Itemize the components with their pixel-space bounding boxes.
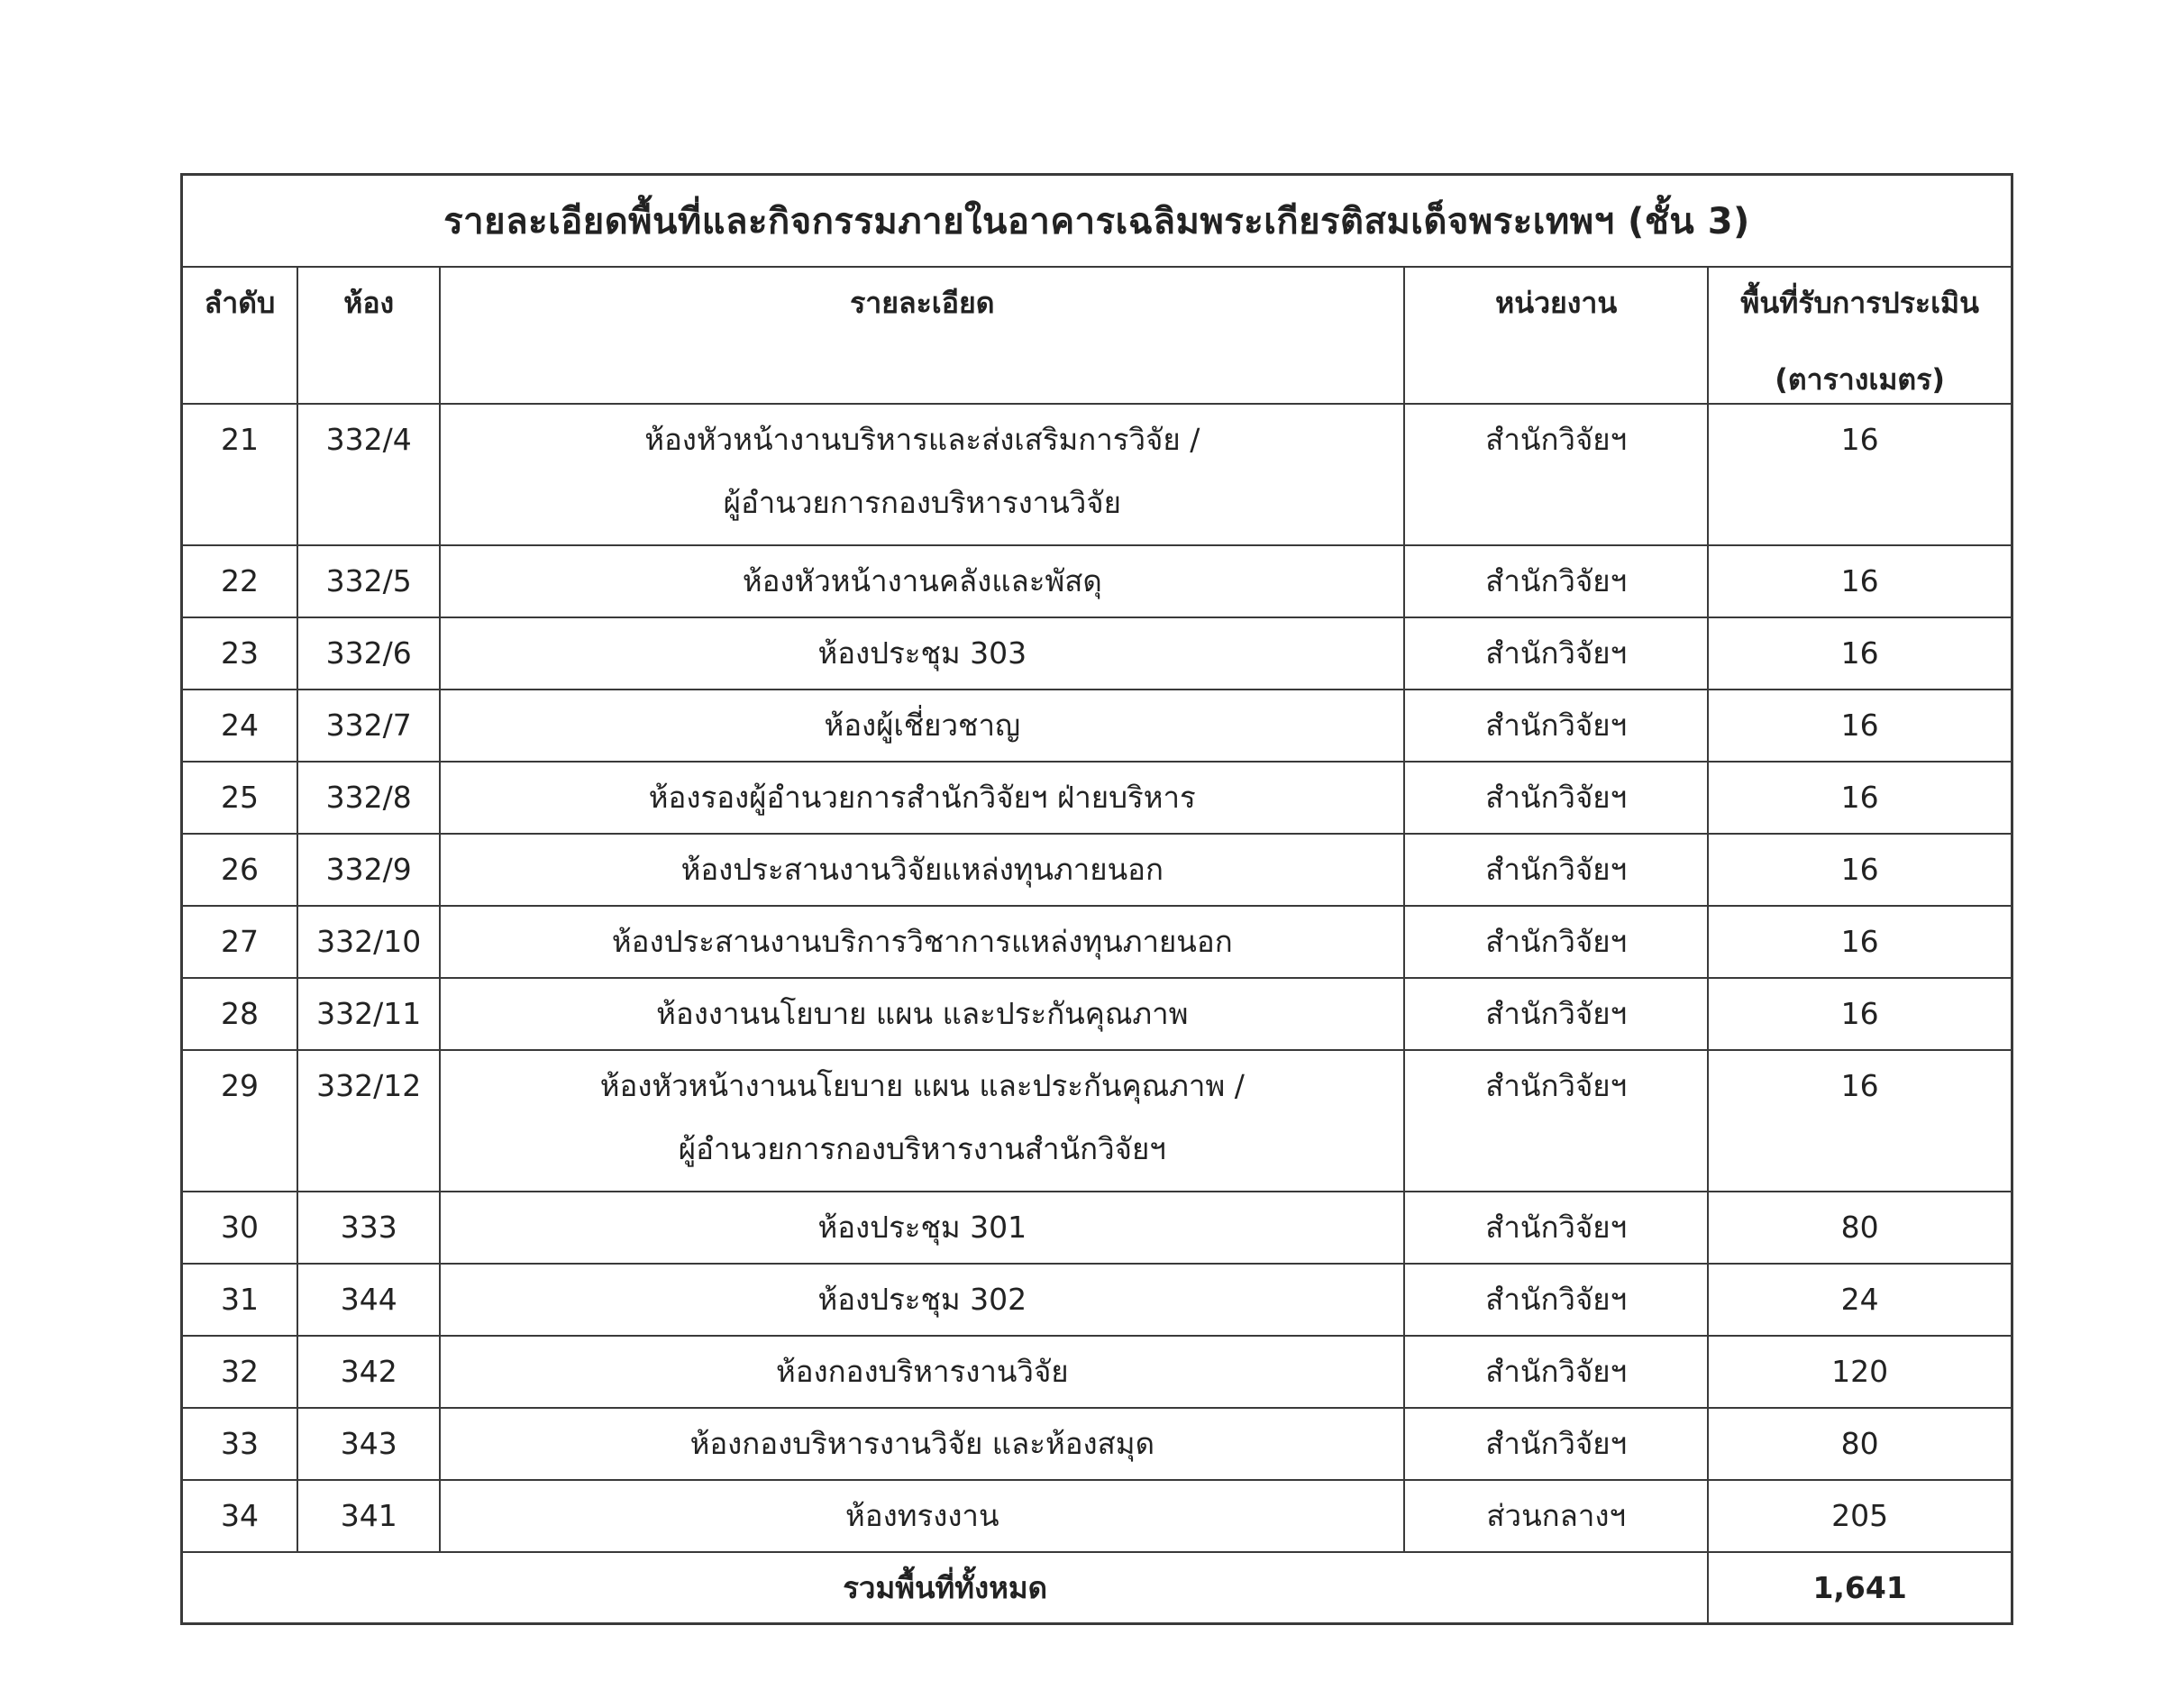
- row-detail: [440, 978, 1404, 1050]
- row-area-text: 120: [1831, 1354, 1889, 1389]
- row-number-text: 34: [220, 1498, 259, 1533]
- row-room: [297, 1264, 441, 1336]
- row-room-text: 333: [340, 1210, 397, 1245]
- table-row: [182, 762, 2012, 834]
- row-number: [182, 978, 297, 1050]
- row-detail: [440, 1264, 1404, 1336]
- row-number: [182, 1336, 297, 1408]
- row-unit-text: สำนักวิจัยฯ: [1485, 1426, 1628, 1461]
- row-area-text: 80: [1840, 1210, 1879, 1245]
- row-area-text: 16: [1840, 563, 1879, 598]
- header-detail: รายละเอียด: [440, 267, 1404, 404]
- row-area: [1708, 906, 2012, 978]
- row-number: [182, 690, 297, 762]
- row-room-text: 332/4: [325, 422, 412, 457]
- row-number-text: 27: [220, 924, 259, 959]
- row-room-text: 344: [340, 1282, 397, 1317]
- row-detail-text: ห้องหัวหน้างานนโยบาย แผน และประกันคุณภาพ /: [599, 1068, 1245, 1103]
- row-detail: [440, 906, 1404, 978]
- row-detail: [440, 834, 1404, 906]
- row-detail-text: ห้องหัวหน้างานคลังและพัสดุ: [742, 563, 1102, 598]
- row-room-text: 341: [340, 1498, 397, 1533]
- row-room: [297, 1050, 441, 1192]
- row-detail-text-line2: ผู้อำนวยการกองบริหารงานสำนักวิจัยฯ: [678, 1131, 1166, 1166]
- row-detail-text: ห้องประชุม 303: [817, 635, 1027, 671]
- header-room: ห้อง: [297, 267, 441, 404]
- row-number-text: 24: [220, 708, 259, 743]
- row-unit: [1404, 906, 1708, 978]
- row-detail-text: ห้องทรงงาน: [845, 1498, 999, 1533]
- row-area: [1708, 404, 2012, 545]
- row-number-text: 32: [220, 1354, 259, 1389]
- row-unit: [1404, 978, 1708, 1050]
- row-unit-text: สำนักวิจัยฯ: [1485, 1354, 1628, 1389]
- table-row: [182, 1264, 2012, 1336]
- row-number: [182, 1192, 297, 1264]
- row-area: [1708, 1480, 2012, 1552]
- row-room: [297, 834, 441, 906]
- total-row: [182, 1552, 2012, 1624]
- row-detail-text: ห้องประสานงานบริการวิชาการแหล่งทุนภายนอก: [611, 924, 1233, 959]
- table-row: [182, 404, 2012, 545]
- row-detail: [440, 404, 1404, 545]
- total-label: รวมพื้นที่ทั้งหมด: [182, 1552, 1709, 1624]
- row-number: [182, 762, 297, 834]
- row-unit-text: สำนักวิจัยฯ: [1485, 1210, 1628, 1245]
- document-sheet: [180, 173, 2013, 1625]
- row-area-text: 24: [1840, 1282, 1879, 1317]
- row-room-text: 343: [340, 1426, 397, 1461]
- row-room: [297, 978, 441, 1050]
- table-row: [182, 1050, 2012, 1192]
- row-number-text: 33: [220, 1426, 259, 1461]
- row-room: [297, 617, 441, 690]
- row-unit: [1404, 1264, 1708, 1336]
- row-area: [1708, 617, 2012, 690]
- row-detail: [440, 545, 1404, 617]
- row-room-text: 332/8: [325, 780, 412, 815]
- row-room: [297, 1336, 441, 1408]
- row-detail: [440, 762, 1404, 834]
- row-room: [297, 690, 441, 762]
- row-room-text: 332/7: [325, 708, 412, 743]
- row-room: [297, 545, 441, 617]
- row-detail: [440, 690, 1404, 762]
- row-number-text: 26: [220, 852, 259, 887]
- row-area-text: 16: [1840, 780, 1879, 815]
- row-number-text: 21: [220, 422, 259, 457]
- table-row: [182, 978, 2012, 1050]
- row-room: [297, 906, 441, 978]
- table-row: [182, 617, 2012, 690]
- row-unit: [1404, 834, 1708, 906]
- row-detail: [440, 1192, 1404, 1264]
- row-unit: [1404, 690, 1708, 762]
- row-unit: [1404, 762, 1708, 834]
- row-area-text: 16: [1840, 708, 1879, 743]
- row-room: [297, 1192, 441, 1264]
- row-room-text: 332/5: [325, 563, 412, 598]
- header-row: [182, 267, 2012, 404]
- row-unit-text: ส่วนกลางฯ: [1486, 1498, 1626, 1533]
- total-value: 1,641: [1708, 1552, 2012, 1624]
- row-unit: [1404, 617, 1708, 690]
- row-detail-text: ห้องประชุม 302: [817, 1282, 1027, 1317]
- header-area: พื้นที่รับการประเมิน (ตารางเมตร): [1708, 267, 2012, 404]
- row-number: [182, 906, 297, 978]
- row-area-text: 16: [1840, 852, 1879, 887]
- row-number-text: 28: [220, 996, 259, 1031]
- area-table: [180, 173, 2013, 1625]
- row-area-text: 16: [1840, 996, 1879, 1031]
- row-unit-text: สำนักวิจัยฯ: [1485, 1282, 1628, 1317]
- row-detail-text: ห้องกองบริหารงานวิจัย และห้องสมุด: [689, 1426, 1154, 1461]
- row-unit: [1404, 404, 1708, 545]
- row-detail-text: ห้องผู้เชี่ยวชาญ: [824, 708, 1021, 743]
- row-room-text: 332/12: [316, 1068, 422, 1103]
- row-room-text: 332/6: [325, 635, 412, 671]
- row-unit-text: สำนักวิจัยฯ: [1485, 635, 1628, 671]
- row-area: [1708, 1192, 2012, 1264]
- row-unit-text: สำนักวิจัยฯ: [1485, 996, 1628, 1031]
- header-no: ลำดับ: [182, 267, 297, 404]
- row-detail: [440, 1480, 1404, 1552]
- row-area-text: 16: [1840, 1068, 1879, 1103]
- row-area-text: 16: [1840, 422, 1879, 457]
- row-number: [182, 404, 297, 545]
- row-room-text: 342: [340, 1354, 397, 1389]
- table-row: [182, 690, 2012, 762]
- row-detail: [440, 1336, 1404, 1408]
- row-number: [182, 1264, 297, 1336]
- row-room-text: 332/9: [325, 852, 412, 887]
- row-number: [182, 1050, 297, 1192]
- row-unit-text: สำนักวิจัยฯ: [1485, 563, 1628, 598]
- row-detail-text: ห้องหัวหน้างานบริหารและส่งเสริมการวิจัย /: [644, 422, 1200, 457]
- row-unit: [1404, 545, 1708, 617]
- row-area-text: 16: [1840, 924, 1879, 959]
- row-area: [1708, 762, 2012, 834]
- row-unit-text: สำนักวิจัยฯ: [1485, 708, 1628, 743]
- row-unit: [1404, 1192, 1708, 1264]
- row-detail-text: ห้องรองผู้อำนวยการสำนักวิจัยฯ ฝ่ายบริหาร: [648, 780, 1196, 815]
- table-row: [182, 1336, 2012, 1408]
- row-area: [1708, 978, 2012, 1050]
- row-area: [1708, 545, 2012, 617]
- table-row: [182, 1408, 2012, 1480]
- table-row: [182, 906, 2012, 978]
- row-detail-text: ห้องกองบริหารงานวิจัย: [775, 1354, 1069, 1389]
- row-area: [1708, 1264, 2012, 1336]
- row-room: [297, 1480, 441, 1552]
- row-detail-text: ห้องประสานงานวิจัยแหล่งทุนภายนอก: [680, 852, 1164, 887]
- row-detail: [440, 617, 1404, 690]
- row-detail: [440, 1050, 1404, 1192]
- row-area: [1708, 1336, 2012, 1408]
- row-number: [182, 1408, 297, 1480]
- row-detail-text: ห้องงานนโยบาย แผน และประกันคุณภาพ: [656, 996, 1189, 1031]
- row-number: [182, 834, 297, 906]
- row-detail-text: ห้องประชุม 301: [817, 1210, 1027, 1245]
- row-unit-text: สำนักวิจัยฯ: [1485, 1068, 1628, 1103]
- row-number-text: 23: [220, 635, 259, 671]
- row-area-text: 80: [1840, 1426, 1879, 1461]
- title-row: [182, 175, 2012, 268]
- row-number-text: 31: [220, 1282, 259, 1317]
- table-title: รายละเอียดพื้นที่และกิจกรรมภายในอาคารเฉลิมพระเกียรติสมเด็จพระเทพฯ (ชั้น 3): [182, 175, 2012, 268]
- row-number-text: 30: [220, 1210, 259, 1245]
- header-unit: หน่วยงาน: [1404, 267, 1708, 404]
- row-room-text: 332/10: [316, 924, 422, 959]
- row-unit-text: สำนักวิจัยฯ: [1485, 924, 1628, 959]
- row-unit-text: สำนักวิจัยฯ: [1485, 780, 1628, 815]
- row-area: [1708, 834, 2012, 906]
- row-number: [182, 545, 297, 617]
- row-unit-text: สำนักวิจัยฯ: [1485, 852, 1628, 887]
- row-room: [297, 1408, 441, 1480]
- row-room: [297, 404, 441, 545]
- row-room: [297, 762, 441, 834]
- row-unit: [1404, 1408, 1708, 1480]
- row-number: [182, 617, 297, 690]
- row-number-text: 29: [220, 1068, 259, 1103]
- row-area-text: 16: [1840, 635, 1879, 671]
- row-area: [1708, 1408, 2012, 1480]
- row-unit-text: สำนักวิจัยฯ: [1485, 422, 1628, 457]
- table-row: [182, 834, 2012, 906]
- row-number: [182, 1480, 297, 1552]
- row-area: [1708, 1050, 2012, 1192]
- row-room-text: 332/11: [316, 996, 422, 1031]
- table-row: [182, 1480, 2012, 1552]
- row-detail-text-line2: ผู้อำนวยการกองบริหารงานวิจัย: [723, 485, 1121, 520]
- row-number-text: 22: [220, 563, 259, 598]
- table-row: [182, 1192, 2012, 1264]
- table-row: [182, 545, 2012, 617]
- row-area-text: 205: [1831, 1498, 1889, 1533]
- row-detail: [440, 1408, 1404, 1480]
- row-number-text: 25: [220, 780, 259, 815]
- row-area: [1708, 690, 2012, 762]
- row-unit: [1404, 1050, 1708, 1192]
- row-unit: [1404, 1336, 1708, 1408]
- row-unit: [1404, 1480, 1708, 1552]
